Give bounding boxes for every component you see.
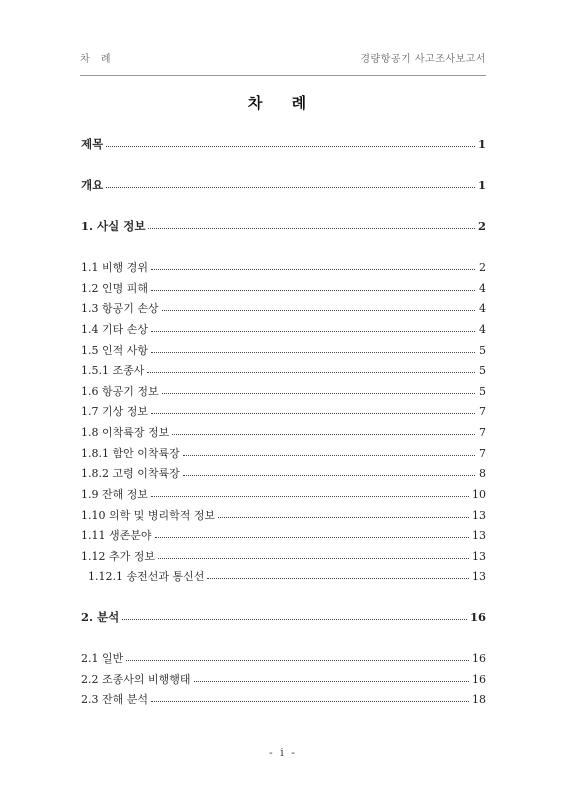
toc-entry-1-2[interactable]	[81, 280, 486, 296]
toc-leader	[151, 496, 469, 497]
toc-entry-title[interactable]	[81, 136, 486, 152]
toc-entry-1-8-1[interactable]	[81, 445, 486, 461]
toc-label: 1.3 항공기 손상	[81, 302, 159, 315]
toc-page-number: 5	[479, 384, 486, 398]
toc-label: 제목	[81, 137, 104, 151]
toc-leader	[106, 146, 475, 147]
toc-entry-overview[interactable]	[81, 177, 486, 193]
toc-entry-1-5[interactable]	[81, 342, 486, 358]
toc-label: 2.1 일반	[81, 652, 124, 665]
toc-leader	[162, 393, 475, 394]
toc-entry-1-6[interactable]	[81, 383, 486, 399]
toc-page-number: 4	[479, 301, 486, 315]
toc-page-number: 4	[479, 322, 486, 336]
toc-leader	[151, 413, 475, 414]
toc-page-number: 13	[472, 528, 486, 542]
toc-leader	[126, 660, 469, 661]
toc-label: 개요	[81, 178, 104, 192]
toc-entry-1-7[interactable]	[81, 403, 486, 419]
header-divider	[80, 75, 486, 76]
toc-page-number: 1	[477, 178, 486, 192]
toc-entry-1-9[interactable]	[81, 486, 486, 502]
toc-page-number: 16	[472, 651, 486, 665]
toc-entry-1-3[interactable]	[81, 300, 486, 316]
toc-leader	[155, 537, 470, 538]
toc-leader	[194, 681, 470, 682]
toc-page-number: 13	[472, 508, 486, 522]
toc-label: 1.10 의학 및 병리학적 정보	[81, 509, 216, 522]
toc-leader	[172, 434, 475, 435]
toc-entry-1-4[interactable]	[81, 321, 486, 337]
toc-label: 1.6 항공기 정보	[81, 385, 159, 398]
toc-page-number: 5	[479, 363, 486, 377]
toc-page-number: 8	[479, 466, 486, 480]
toc-page-number: 13	[472, 549, 486, 563]
toc-label: 2.2 조종사의 비행행태	[81, 673, 191, 686]
toc-page-number: 13	[472, 569, 486, 583]
toc-entry-2-3[interactable]	[81, 691, 486, 707]
toc-page-number: 7	[479, 425, 486, 439]
toc-page-number: 18	[472, 692, 486, 706]
toc-leader	[218, 517, 469, 518]
toc-leader	[122, 619, 467, 620]
page-number-footer: - i -	[269, 746, 297, 759]
toc-entry-1-12[interactable]	[81, 548, 486, 564]
toc-label: 1.5 인적 사항	[81, 344, 148, 357]
toc-label: 1.11 생존분야	[81, 529, 152, 542]
toc-leader	[147, 372, 475, 373]
toc-label: 1.2 인명 피해	[81, 282, 148, 295]
toc-label: 1.4 기타 손상	[81, 323, 148, 336]
header-report-title: 경량항공기 사고조사보고서	[360, 54, 486, 65]
toc-label: 2.3 잔해 분석	[81, 693, 148, 706]
toc-leader	[162, 310, 475, 311]
toc-label: 1. 사실 정보	[81, 219, 146, 233]
toc-entry-2-1[interactable]	[81, 650, 486, 666]
toc-leader	[151, 269, 475, 270]
toc-page-number: 7	[479, 404, 486, 418]
toc-label: 1.8 이착륙장 정보	[81, 426, 170, 439]
toc-entry-section-2[interactable]	[81, 609, 486, 625]
toc-leader	[207, 578, 469, 579]
toc-entry-1-11[interactable]	[81, 527, 486, 543]
toc-leader	[106, 187, 475, 188]
toc-label: 1.7 기상 정보	[81, 405, 148, 418]
toc-entry-1-12-1[interactable]	[88, 568, 486, 584]
toc-leader	[151, 701, 469, 702]
toc-page-number: 16	[469, 610, 486, 624]
toc-page-number: 2	[479, 260, 486, 274]
toc-leader	[148, 228, 475, 229]
toc-entry-1-1[interactable]	[81, 259, 486, 275]
header-section-label: 차 례	[80, 54, 115, 65]
toc-page-number: 4	[479, 281, 486, 295]
toc-page-number: 5	[479, 343, 486, 357]
toc-label: 1.1 비행 경위	[81, 261, 148, 274]
toc-label: 1.8.1 함안 이착륙장	[81, 447, 180, 460]
toc-leader	[151, 290, 475, 291]
toc-page-number: 10	[472, 487, 486, 501]
toc-label: 1.5.1 조종사	[81, 364, 145, 377]
toc-page-number: 2	[477, 219, 486, 233]
toc-entry-1-10[interactable]	[81, 507, 486, 523]
toc-page-number: 1	[477, 137, 486, 151]
toc-label: 1.12.1 송전선과 통신선	[88, 570, 205, 583]
toc-leader	[158, 558, 469, 559]
toc-leader	[183, 455, 475, 456]
page-title: 차 례	[247, 94, 319, 112]
toc-label: 2. 분석	[81, 610, 120, 624]
toc-entry-2-2[interactable]	[81, 671, 486, 687]
toc-entry-1-8[interactable]	[81, 424, 486, 440]
toc-label: 1.12 추가 정보	[81, 550, 155, 563]
toc-entry-section-1[interactable]	[81, 218, 486, 234]
toc-page-number: 7	[479, 446, 486, 460]
toc-leader	[151, 331, 475, 332]
toc-entry-1-5-1[interactable]	[81, 362, 486, 378]
toc-label: 1.9 잔해 정보	[81, 488, 148, 501]
toc-leader	[151, 352, 475, 353]
toc-page-number: 16	[472, 672, 486, 686]
toc-leader	[183, 475, 475, 476]
toc-label: 1.8.2 고령 이착륙장	[81, 467, 180, 480]
toc-entry-1-8-2[interactable]	[81, 465, 486, 481]
